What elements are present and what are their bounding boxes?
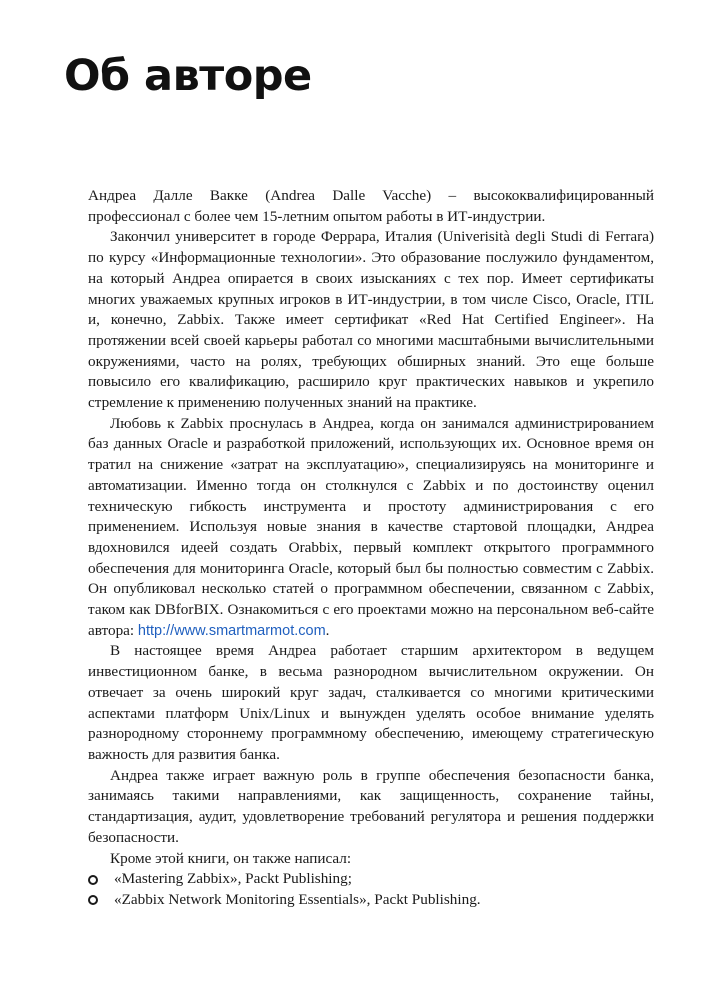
book-title: «Zabbix Network Monitoring Essentials», Packt Publishing. [114,890,481,908]
paragraph-security: Андреа также играет важную роль в группе обеспечения безопасности банка, занимаясь такими направлениями, как защищенность, сохранение тайны, стандартизация, аудит, удовлетворение требований регулятора и решения поддержки безопасности. [88,766,654,846]
list-item [88,869,654,890]
book-title: «Mastering Zabbix», Packt Publishing; [114,870,352,888]
book-list [88,869,654,910]
page-title: Об авторе [64,51,312,101]
author-website-link[interactable]: http://www.smartmarmot.com [137,622,326,639]
paragraph-zabbix-end: . [325,621,330,639]
paragraph-zabbix [88,414,654,642]
paragraph-intro: Андреа Далле Вакке (Andrea Dalle Vacche) – высококвалифицированный профессионал с более чем 15-летним опытом работы в ИТ-индустрии. [88,187,654,225]
list-item [88,890,654,911]
paragraph-education: Закончил университет в городе Феррара, Италия (Univerisità degli Studi di Ferrara) по курсу «Информационные технологии». Это образование послужило фундаментом, на который Андреа опирается в своих изысканиях с тех пор. Имеет сертификаты многих уважаемых крупных игроков в ИТ-индустрии, в том числе Cisco, Oracle, ITIL и, конечно, Zabbix. Также имеет сертификат «Red Hat Certified Engineer». На протяжении всей своей карьеры работал со многими масштабными вычислительными окружениями, часто на ролях, требующих обширных знаний. Это еще больше повысило его квалификацию, расширило круг практических навыков и укрепило стремление к применению полученных знаний на практике. [88,228,654,412]
circle-bullet-icon [88,875,98,885]
article-body [88,186,654,911]
paragraph-current-work: В настоящее время Андреа работает старшим архитектором в ведущем инвестиционном банке, в весьма разнородном вычислительном окружении. Он отвечает за очень широкий круг задач, сталкивается со многими критическими аспектами платформ Unix/Linux и вынужден уделять особое внимание уделять разнородному стороннему программному обеспечению, имеющему стратегическую важность для развития банка. [88,642,654,763]
circle-bullet-icon [88,895,98,905]
paragraph-books-intro: Кроме этой книги, он также написал: [110,849,352,867]
paragraph-zabbix-text: Любовь к Zabbix проснулась в Андреа, когда он занимался администрированием баз данных Oracle и разработкой приложений, использующих их. Основное время он тратил на снижение «затрат на эксплуатацию», специализируясь на мониторинге и автоматизации. Именно тогда он столкнулся с Zabbix и по достоинству оценил техническую гибкость инструмента и простоту администрирования с его применением. Используя новые знания в качестве стартовой площадки, Андреа вдохновился идеей создать Orabbix, первый комплект открытого программного обеспечения для мониторинга Oracle, который был бы полностью совместим с Zabbix. Он опубликовал несколько статей о программном обеспечении, связанном с Zabbix, таком как DBforBIX. Ознакомиться с его проектами можно на персональном веб-сайте автора: [88,414,654,639]
